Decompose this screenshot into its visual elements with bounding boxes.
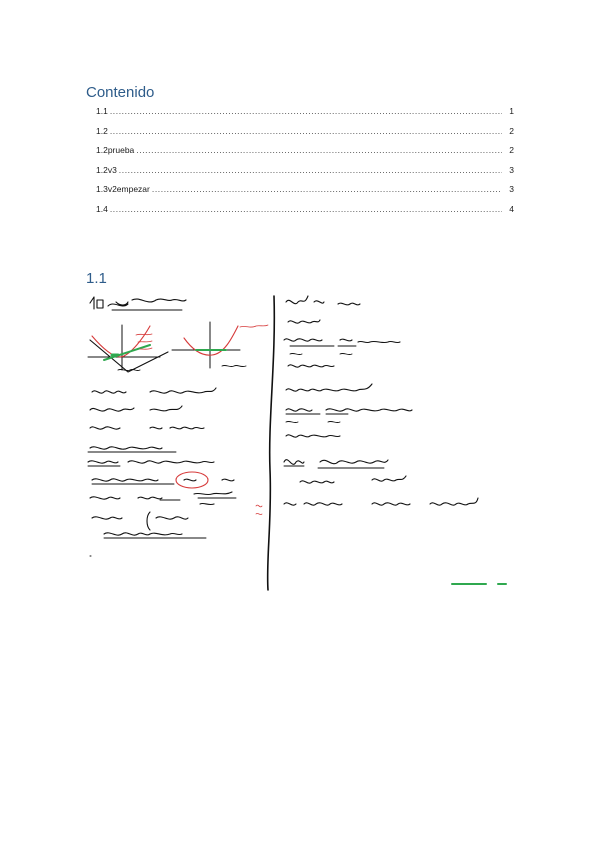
toc-entry-label: 1.1: [96, 106, 108, 116]
toc-entry-page: 3: [509, 184, 514, 195]
toc-entry-page: 4: [509, 203, 514, 214]
toc-title: Contenido: [86, 84, 155, 101]
toc-entry-label: 1.4: [96, 203, 108, 214]
toc-entry-label: 1.3v2empezar: [96, 184, 150, 195]
section-heading: 1.1: [86, 270, 107, 287]
toc-entry-label: 1.2: [96, 125, 108, 136]
toc-entry-page: 2: [509, 145, 514, 156]
toc-entry-page: 2: [509, 125, 514, 136]
toc-entry-label: 1.2v3: [96, 164, 117, 175]
toc-entry-page: 1: [509, 106, 514, 116]
toc-entry-label: 1.2prueba: [96, 145, 135, 156]
toc-entry-page: 3: [509, 164, 514, 175]
